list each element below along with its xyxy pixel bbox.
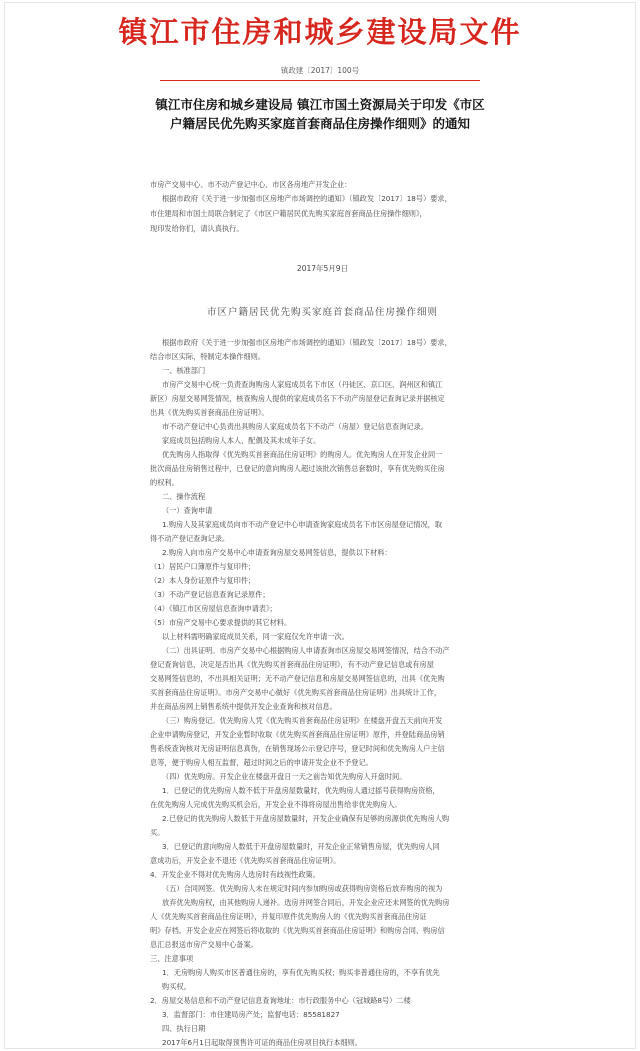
rules-line: 三、注意事项 — [150, 954, 194, 963]
red-divider — [160, 80, 480, 81]
recipients: 市房产交易中心、市不动产登记中心、市区各房地产开发企业： — [150, 180, 352, 189]
rules-line: 1．无房购房人购买市区普通住房的，享有优先购买权；购买非普通住房的，不享有优先 — [162, 968, 440, 977]
rules-line: 1.购房人及其家庭成员向市不动产登记中心申请查询家庭成员名下市区房屋登记情况，取 — [162, 520, 442, 529]
rules-line: 购买权。 — [162, 982, 191, 991]
rules-line: 2．房屋交易信息和不动产登记信息查询地址：市行政服务中心（冠城路8号）二楼 — [150, 996, 411, 1005]
rules-line: 明》存档。开发企业应在网签后将收取的《优先购买首套商品住房证明》和购房合同、购房信 — [150, 926, 445, 935]
rules-line: 放弃优先购房权，由其他购房人递补。选房并网签合同后，开发企业应还未网签的优先购房 — [162, 898, 450, 907]
rules-line: 二、操作流程 — [162, 492, 206, 501]
rules-line: 2017年6月1日起取得预售许可证的商品住房项目执行本细则。 — [162, 1038, 362, 1047]
rules-line: 息汇总报送市房产交易中心备案。 — [150, 940, 258, 949]
notice-body-line1: 根据市政府《关于进一步加强市区房地产市场调控的通知》（镇政发〔2017〕18号）要求， — [162, 194, 452, 203]
notice-date: 2017年5月9日 — [296, 264, 349, 273]
rules-line: （五）合同网签。优先购房人未在规定时间内参加购房或获得购房资格后放弃购房的视为 — [162, 884, 443, 893]
rules-line: （2）本人身份证原件与复印件； — [150, 576, 256, 585]
rules-line: 意成功后，开发企业不退还《优先购买首套商品住房证明》。 — [150, 856, 341, 865]
rules-line: 息等，便于购房人相互监督，超过时间之后的申请开发企业不予登记。 — [150, 758, 373, 767]
notice-body-line2: 市住建局和市国土局联合制定了《市区户籍居民优先购买家庭首套商品住房操作细则》， — [150, 209, 427, 218]
rules-line: 2.购房人向市房产交易中心申请查询房屋交易网签信息，提供以下材料： — [162, 548, 392, 557]
rules-line: （一）查询申请 — [162, 506, 213, 515]
rules-line: 新区）房屋交易网签情况，核查购房人提供的家庭成员名下不动产房屋登记查询记录并据核定 — [150, 394, 445, 403]
rules-line: 得不动产登记查询记录。 — [150, 534, 230, 543]
rules-line: 以上材料需明确家庭成员关系，同一家庭仅允许申请一次。 — [162, 632, 349, 641]
rules-line: （5）市房产交易中心要求提供的其它材料。 — [150, 618, 292, 627]
rules-line: 买首套商品住房证明》。市房产交易中心做好《优先购买首套商品住房证明》出具统计工作， — [150, 688, 442, 697]
rules-line: 3．监督部门：市住建局房产处；监督电话：85581827 — [162, 1010, 340, 1019]
rules-line: 优先购房人指取得《优先购买首套商品住房证明》的购房人。优先购房人在开发企业同一 — [162, 450, 443, 459]
rules-line: 一、核准部门 — [162, 366, 206, 375]
notice-title-line1: 镇江市住房和城乡建设局 镇江市国土资源局关于印发《市区 — [155, 97, 485, 112]
rules-line: （1）居民户口簿原件与复印件； — [150, 562, 256, 571]
rules-line: （4）《镇江市区房屋信息查询申请表》； — [150, 604, 277, 613]
rules-line: （四）优先购房。开发企业在楼盘开盘日一天之前告知优先购房人开盘时间。 — [162, 772, 407, 781]
rules-line: 2.已登记的优先购房人数低于开盘房屋数量时，开发企业确保有足够的房源供优先购房人购 — [162, 814, 450, 823]
rules-title: 市区户籍居民优先购买家庭首套商品住房操作细则 — [206, 307, 438, 318]
rules-line: 买。 — [150, 828, 165, 837]
rules-line: 3．已登记的意向购房人数低于开盘房屋数量时，开发企业正常销售房屋，优先购房人同 — [162, 842, 440, 851]
rules-line: 交易网签信息的，不出具相关证明；无不动产登记信息和房屋交易网签信息的，出具《优先购 — [150, 674, 445, 683]
rules-line: 企业申请购房登记，开发企业暂时收取《优先购买首套商品住房证明》原件，并登陆商品房销 — [150, 730, 445, 739]
rules-line: 四、执行日期 — [162, 1024, 206, 1033]
document-number: 镇政建〔2017〕100号 — [280, 66, 360, 75]
rules-line: （三）购房登记。优先购房人凭《优先购买首套商品住房证明》在楼盘开盘五天前向开发 — [162, 716, 443, 725]
rules-line: 市房产交易中心统一负责查询购房人家庭成员名下市区（丹徒区、京口区、润州区和镇江 — [162, 380, 443, 389]
notice-body-line3: 现印发给你们，请认真执行。 — [150, 224, 244, 233]
rules-line: 家庭成员包括购房人本人、配偶及其未成年子女。 — [162, 436, 321, 445]
rules-line: 售系统查询核对无房证明信息真伪，在销售现场公示登记序号，登记时间和优先购房人户主信 — [150, 744, 445, 753]
rules-line: 人《优先购买首套商品住房证明》，并复印原件优先购房人的《优先购买首套商品住房证 — [150, 912, 427, 921]
red-header-title: 镇江市住房和城乡建设局文件 — [118, 15, 522, 49]
rules-line: 在优先购房人完成优先购买机会后，开发企业不得将房屋出售给非优先购房人。 — [150, 800, 402, 809]
rules-line: 市不动产登记中心负责出具购房人家庭成员名下不动产（房屋）登记信息查询记录。 — [162, 422, 428, 431]
rules-line: 根据市政府《关于进一步加强市区房地产市场调控的通知》（镇政发〔2017〕18号）要求， — [162, 338, 452, 347]
rules-line: （二）出具证明。市房产交易中心根据购房人申请查询市区房屋交易网签情况，结合不动产 — [162, 646, 450, 655]
rules-line: 的权利。 — [150, 478, 179, 487]
rules-line: 登记查询信息，决定是否出具《优先购买首套商品住房证明》，有不动产登记信息或有房屋 — [150, 660, 434, 669]
rules-line: （3）不动产登记信息查询记录原件； — [150, 590, 270, 599]
rules-line: 4．开发企业不得对优先购房人选房时有歧视性政策。 — [150, 870, 320, 879]
rules-line: 出具《优先购买首套商品住房证明》。 — [150, 408, 269, 417]
notice-title-line2: 户籍居民优先购买家庭首套商品住房操作细则》的通知 — [169, 116, 470, 131]
notice-title — [150, 95, 490, 133]
rules-line: 1．已登记的优先购房人数不低于开盘房屋数量时，优先购房人通过摇号获得购房资格， — [162, 786, 440, 795]
rules-line: 批次商品住房销售过程中，已登记的意向购房人超过该批次销售总套数时，享有优先购买住房 — [150, 464, 445, 473]
rules-line: 并在商品房网上销售系统中提供开发企业查询和核对信息。 — [150, 702, 337, 711]
rules-line: 结合市区实际，特制定本操作细则。 — [150, 352, 266, 361]
